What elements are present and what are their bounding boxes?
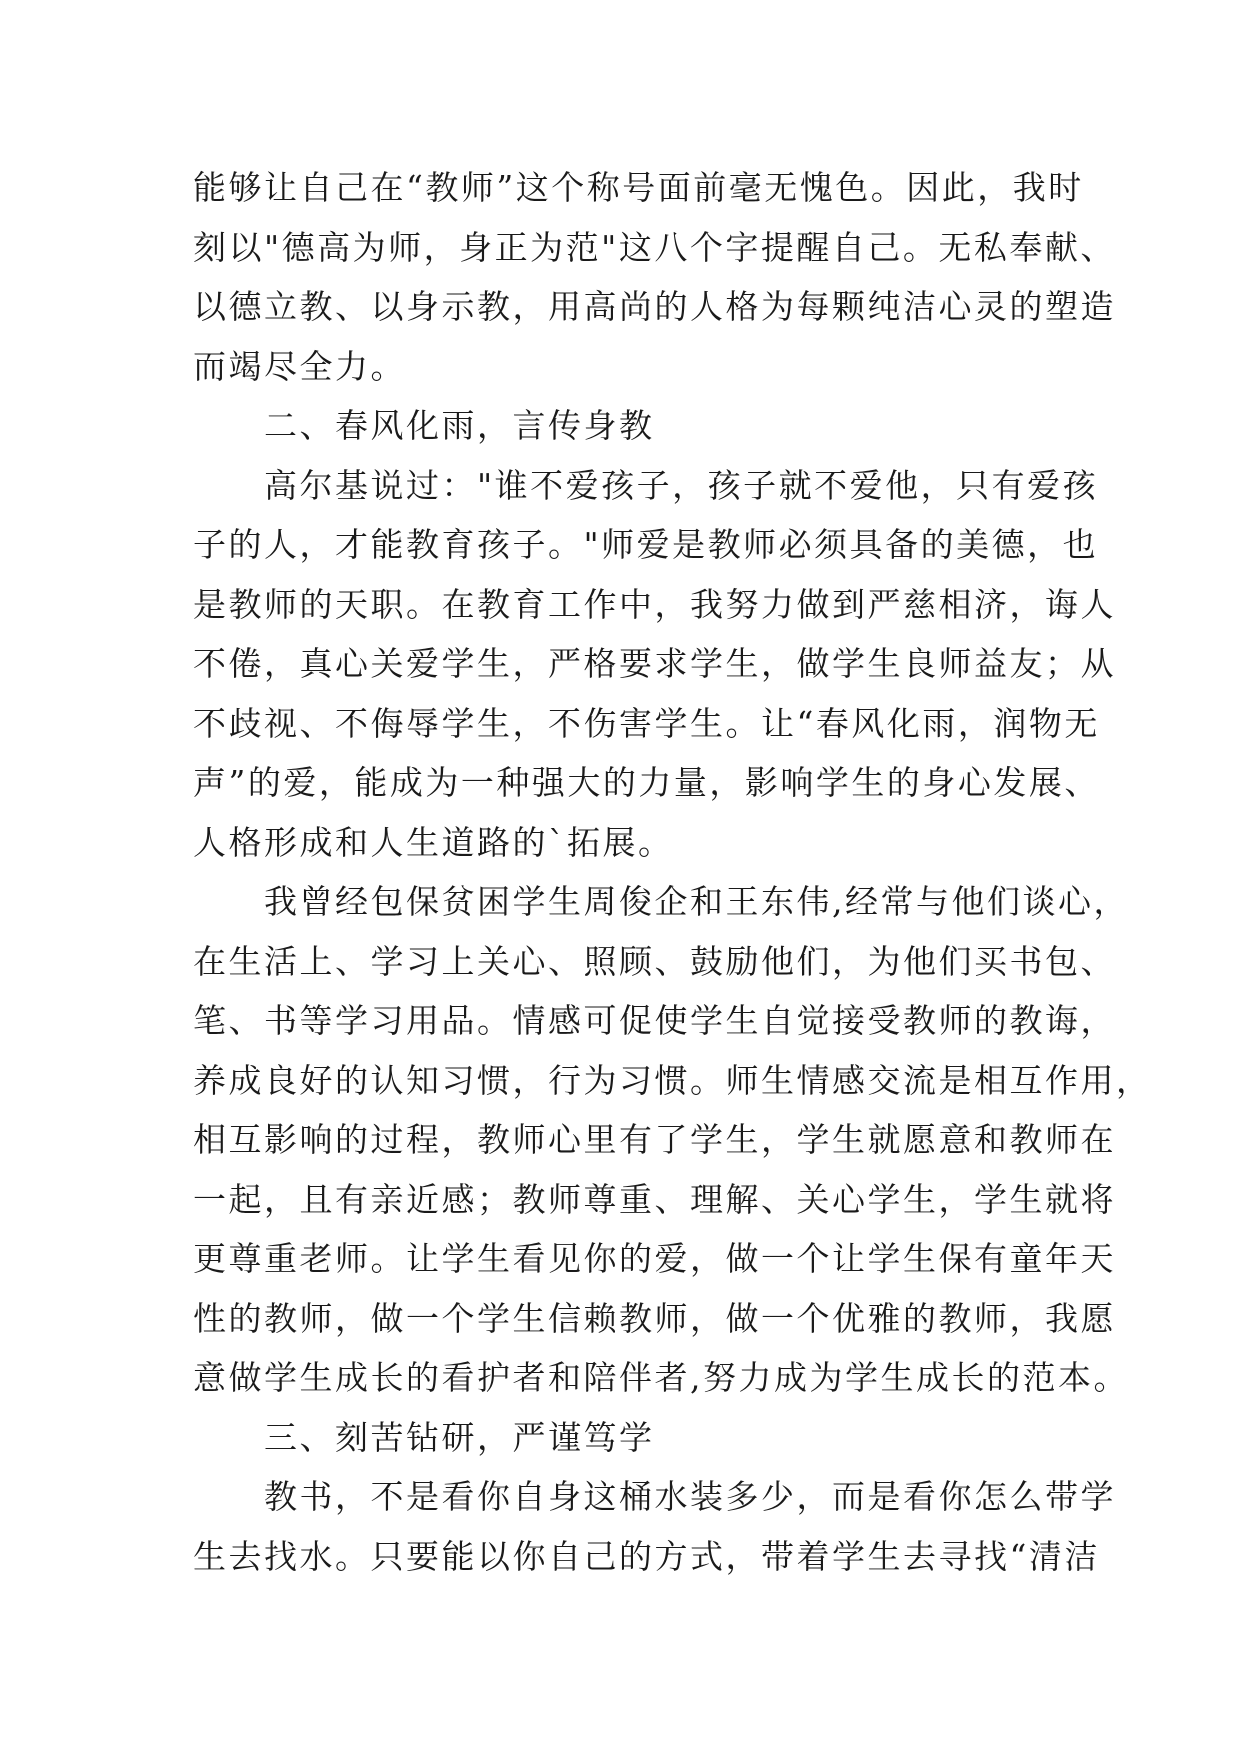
- text-line: 而竭尽全力。: [193, 346, 406, 386]
- text-line: 刻以"德高为师，身正为范"这八个字提醒自己。无私奉献、: [193, 227, 1116, 267]
- text-line: 不歧视、不侮辱学生，不伤害学生。让“春风化雨，润物无: [193, 703, 1100, 743]
- text-line: 不倦，真心关爱学生，严格要求学生，做学生良师益友；从: [193, 644, 1116, 683]
- text-line: 生去找水。只要能以你自己的方式，带着学生去寻找“清洁: [193, 1536, 1100, 1576]
- text-line: 一起，且有亲近感；教师尊重、理解、关心学生，学生就将: [193, 1179, 1116, 1219]
- text-line: 能够让自己在“教师”这个称号面前毫无愧色。因此，我时: [193, 168, 1084, 207]
- text-line: 以德立教、以身示教，用高尚的人格为每颗纯洁心灵的塑造: [193, 287, 1116, 326]
- section-heading: 二、春风化雨，言传身教: [193, 406, 655, 445]
- text-line: 养成良好的认知习惯，行为习惯。师生情感交流是相互作用，: [193, 1060, 1152, 1100]
- section-heading: 三、刻苦钻研，严谨笃学: [193, 1417, 655, 1457]
- document-body: [193, 158, 1152, 1586]
- text-line: 教书，不是看你自身这桶水装多少，而是看你怎么带学: [193, 1477, 1116, 1516]
- text-line: 更尊重老师。让学生看见你的爱，做一个让学生保有童年天: [193, 1239, 1116, 1278]
- text-line: 笔、书等学习用品。情感可促使学生自觉接受教师的教诲，: [193, 1001, 1116, 1040]
- text-line: 在生活上、学习上关心、照顾、鼓励他们，为他们买书包、: [193, 941, 1116, 981]
- text-line: 子的人，才能教育孩子。"师爱是教师必须具备的美德，也: [193, 525, 1099, 564]
- text-line: 高尔基说过："谁不爱孩子，孩子就不爱他，只有爱孩: [193, 465, 1099, 505]
- text-line: 声”的爱，能成为一种强大的力量，影响学生的身心发展、: [193, 763, 1100, 802]
- text-line: 性的教师，做一个学生信赖教师，做一个优雅的教师，我愿: [193, 1298, 1116, 1338]
- text-line: 相互影响的过程，教师心里有了学生，学生就愿意和教师在: [193, 1120, 1116, 1159]
- text-line: 意做学生成长的看护者和陪伴者,努力成为学生成长的范本。: [193, 1358, 1129, 1397]
- text-line: 是教师的天职。在教育工作中，我努力做到严慈相济，诲人: [193, 584, 1116, 624]
- text-line: 我曾经包保贫困学生周俊企和王东伟,经常与他们谈心，: [193, 882, 1129, 921]
- text-line: 人格形成和人生道路的`拓展。: [193, 822, 674, 862]
